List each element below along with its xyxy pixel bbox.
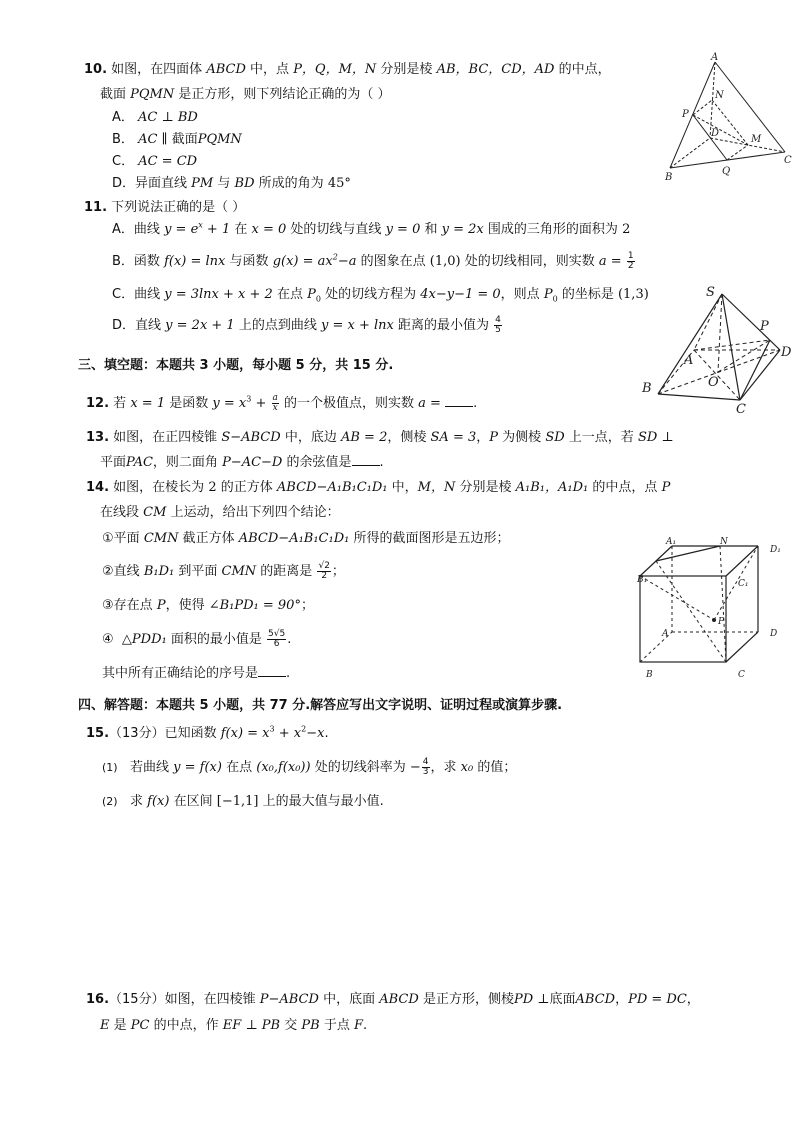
edge-ap: [694, 340, 770, 350]
q16-line2: E 是 PC 的中点，作 EF ⊥ PB 交 PB 于点 F.: [100, 1018, 368, 1033]
fraction-one-half: $\frac{1}{2}$: [627, 251, 634, 271]
q10-option-b: B． AC ∥ 截面PQMN: [112, 132, 242, 147]
label-p: P: [718, 617, 725, 627]
fraction-a-over-x: $\frac{a}{x}$: [272, 393, 278, 413]
edge-so: [718, 294, 722, 372]
q14-cube-figure: [632, 534, 792, 682]
label-a: A: [662, 629, 669, 639]
q10-option-a: A． AC ⊥ BD: [112, 110, 198, 125]
label-b: B: [665, 172, 673, 182]
edge-sd: [722, 294, 780, 350]
label-b: B: [646, 670, 653, 680]
edge-mn: [656, 546, 720, 561]
q10-number: 10.: [84, 62, 108, 77]
q15-number: 15.: [86, 726, 110, 741]
q13-answer-blank[interactable]: [352, 453, 380, 466]
label-c: C: [784, 155, 792, 166]
label-a1: A₁: [666, 537, 677, 547]
q10-line1: 10. 如图，在四面体 ABCD 中，点 P，Q，M，N 分别是棱 AB，BC，CD，AD 的中点，: [84, 62, 611, 77]
q10-tetrahedron-figure: [660, 50, 794, 182]
label-q: Q: [722, 166, 731, 177]
q14-statement-2: ②直线 B₁D₁ 到平面 CMN 的距离是 $\frac{√2}{2}$ ；: [102, 561, 345, 581]
q11-stem: 11. 下列说法正确的是（ ）: [84, 200, 246, 215]
fraction-sqrt2-over-2: $\frac{√2}{2}$: [318, 561, 330, 581]
q14-statement-3: ③存在点 P，使得 ∠B₁PD₁ = 90°；: [102, 598, 314, 613]
label-c1: C₁: [738, 579, 749, 589]
label-c: C: [738, 670, 745, 680]
q12-answer-blank[interactable]: [445, 394, 473, 407]
label-d: D: [770, 629, 778, 639]
q14-line1: 14. 如图，在棱长为 2 的正方体 ABCD−A₁B₁C₁D₁ 中，M，N 分别是棱 A₁B₁，A₁D₁ 的中点，点 P: [86, 480, 671, 495]
q15-stem: 15.（13分）已知函数 $f(x) = x^3 + x^2-x$.: [86, 724, 329, 741]
section-4-heading: 四、解答题：本题共 5 小题，共 77 分.解答应写出文字说明、证明过程或演算步骤.: [78, 698, 563, 713]
q14-line2: 在线段 CM 上运动，给出下列四个结论：: [100, 505, 340, 520]
edge-cd: [726, 632, 758, 662]
label-d: D: [711, 128, 720, 139]
label-b: B: [642, 381, 652, 396]
label-b1: B₁: [637, 575, 648, 585]
q12-number: 12.: [86, 396, 110, 411]
edge-c1d1: [726, 546, 758, 576]
point-p: [712, 618, 716, 622]
section-3-heading: 三、填空题：本题共 3 小题，每小题 5 分，共 15 分.: [78, 358, 394, 373]
edge-ab: [670, 62, 715, 168]
q11-option-d: D．直线 y = 2x + 1 上的点到曲线 y = x + lnx 距离的最小值为 $\frac{4}{5}$: [112, 315, 501, 335]
label-a: A: [684, 353, 694, 368]
label-a: A: [711, 52, 719, 63]
q15-part-1: (1) 若曲线 y = f(x) 在点 (x₀,f(x₀)) 处的切线斜率为 − $\frac{4}{3}$ ，求 x₀ 的值；: [102, 757, 517, 777]
q10-option-d: D．异面直线 PM 与 BD 所成的角为 45°: [112, 176, 351, 191]
fraction-four-fifths: $\frac{4}{5}$: [495, 315, 501, 335]
q13-pyramid-figure: [636, 282, 794, 416]
q10-option-c: C． AC = CD: [112, 154, 198, 169]
edge-b1p: [640, 576, 714, 620]
q13-line1: 13. 如图，在正四棱锥 S−ABCD 中，底边 AB = 2，侧棱 SA = 3，P 为侧棱 SD 上一点，若 SD ⊥: [86, 430, 674, 445]
q11-option-b: B．函数 f(x) = lnx 与函数 $g(x) = ax^2-a$ 的图象在点 (1,0) 处的切线相同，则实数 a = $\frac{1}{2}$: [112, 251, 634, 271]
q11-option-a: A．曲线 $y = e^x + 1$ 在 x = 0 处的切线与直线 y = 0 和 y = 2x 围成的三角形的面积为 2: [112, 220, 631, 237]
q10-line2: 截面 PQMN 是正方形，则下列结论正确的为（ ）: [100, 87, 391, 102]
edge-pm: [693, 115, 748, 145]
q14-number: 14.: [86, 480, 110, 495]
fraction-four-thirds: $\frac{4}{3}$: [422, 757, 429, 777]
q14-statement-4: ④ △PDD₁ 面积的最小值是 $\frac{5√5}{6}$ .: [102, 629, 292, 649]
edge-bc: [658, 394, 740, 400]
label-s: S: [706, 285, 715, 300]
label-p: P: [682, 109, 689, 120]
label-m: M: [751, 134, 762, 145]
label-p: P: [760, 319, 769, 334]
edge-sa: [694, 294, 722, 350]
label-n: N: [715, 90, 724, 101]
q14-final: 其中所有正确结论的序号是 .: [102, 666, 291, 681]
q11-option-c: C．曲线 y = 3lnx + x + 2 在点 $P_0$ 处的切线方程为 4x−y−1 = 0，则点 $P_0$ 的坐标是 (1,3): [112, 287, 649, 304]
label-n: N: [720, 537, 728, 547]
q16-number: 16.: [86, 992, 110, 1007]
q14-answer-blank[interactable]: [258, 664, 286, 677]
label-d1: D₁: [770, 545, 781, 555]
q14-statement-1: ①平面 CMN 截正方体 ABCD−A₁B₁C₁D₁ 所得的截面图形是五边形；: [102, 531, 510, 546]
label-c: C: [736, 402, 746, 416]
label-o: O: [708, 375, 719, 390]
fraction-5sqrt5-over-6: $\frac{5√5}{6}$: [268, 629, 286, 649]
edge-ac: [715, 62, 785, 152]
edge-pd1: [714, 546, 758, 620]
q13-number: 13.: [86, 430, 110, 445]
q15-part-2: (2) 求 f(x) 在区间 [−1,1] 上的最大值与最小值.: [102, 794, 384, 809]
q12-line: 12. 若 x = 1 是函数 $y = x^3$ + $\frac{a}{x}$ 的一个极值点，则实数 a = .: [86, 393, 478, 413]
edge-pq: [693, 115, 727, 160]
q13-line2: 平面PAC，则二面角 P−AC−D 的余弦值是 .: [100, 455, 384, 470]
q16-line1: 16.（15分）如图，在四棱锥 P−ABCD 中，底面 ABCD 是正方形，侧棱PD ⊥底面ABCD，PD = DC，: [86, 992, 700, 1007]
q11-number: 11.: [84, 200, 108, 215]
label-d: D: [781, 345, 792, 360]
